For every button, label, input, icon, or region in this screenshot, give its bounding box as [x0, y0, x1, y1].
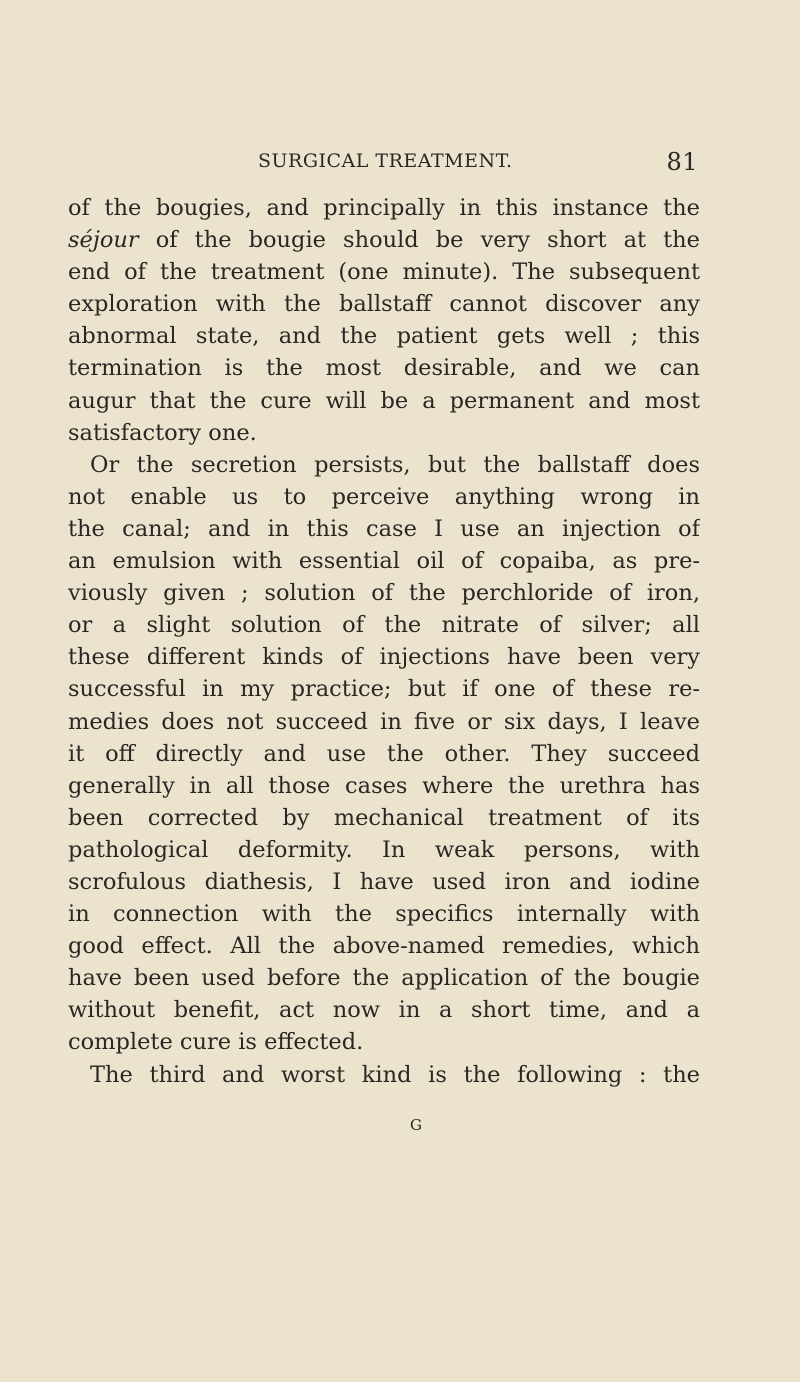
text-line: been corrected by mechanical treatment of its [68, 804, 700, 831]
text-line: viously given ; solution of the perchloride of iron, [68, 580, 700, 607]
page-number: 81 [666, 148, 698, 176]
text-line: termination is the most desirable, and we can [68, 355, 700, 382]
text-line: The third and worst kind is the following : the [90, 1061, 700, 1088]
text-line: Or the secretion persists, but the ballstaff does [90, 451, 700, 478]
text-line: exploration with the ballstaff cannot discover any [68, 291, 700, 318]
running-head [258, 150, 698, 178]
text-line: not enable us to perceive anything wrong in [68, 483, 700, 510]
text-line: of the bougies, and principally in this instance the [68, 195, 700, 221]
text-line: in connection with the specifics internally with [68, 901, 700, 928]
text-line: séjour of the bougie should be very short at the [68, 227, 700, 254]
text-line: the canal; and in this case I use an injection of [68, 515, 700, 542]
text-line: scrofulous diathesis, I have used iron and iodine [68, 868, 700, 895]
text-line: augur that the cure will be a permanent and most [68, 387, 700, 414]
text-line: these different kinds of injections have been very [68, 644, 700, 671]
text-line: successful in my practice; but if one of these re- [68, 676, 700, 703]
text-line: without benefit, act now in a short time, and a [68, 997, 700, 1024]
text-line: generally in all those cases where the urethra has [68, 772, 700, 799]
text-line: medies does not succeed in five or six days, I leave [68, 708, 700, 735]
italic-word: séjour [68, 227, 139, 254]
text-line: it off directly and use the other. They succeed [68, 740, 700, 767]
text-line: have been used before the application of the bougie [68, 965, 700, 992]
text-line: end of the treatment (one minute). The subsequent [68, 259, 700, 286]
text-line: satisfactory one. [68, 419, 257, 446]
text-line: complete cure is effected. [68, 1029, 364, 1056]
text-line: an emulsion with essential oil of copaiba, as pre- [68, 548, 700, 575]
body-text [68, 192, 700, 1091]
text-line: abnormal state, and the patient gets well ; this [68, 323, 700, 350]
text-line: good effect. All the above-named remedies, which [68, 933, 700, 960]
signature-mark: G [410, 1116, 423, 1134]
text-line: or a slight solution of the nitrate of silver; all [68, 612, 700, 639]
text-line: pathological deformity. In weak persons, with [68, 836, 700, 863]
chapter-title: SURGICAL TREATMENT. [258, 150, 513, 172]
